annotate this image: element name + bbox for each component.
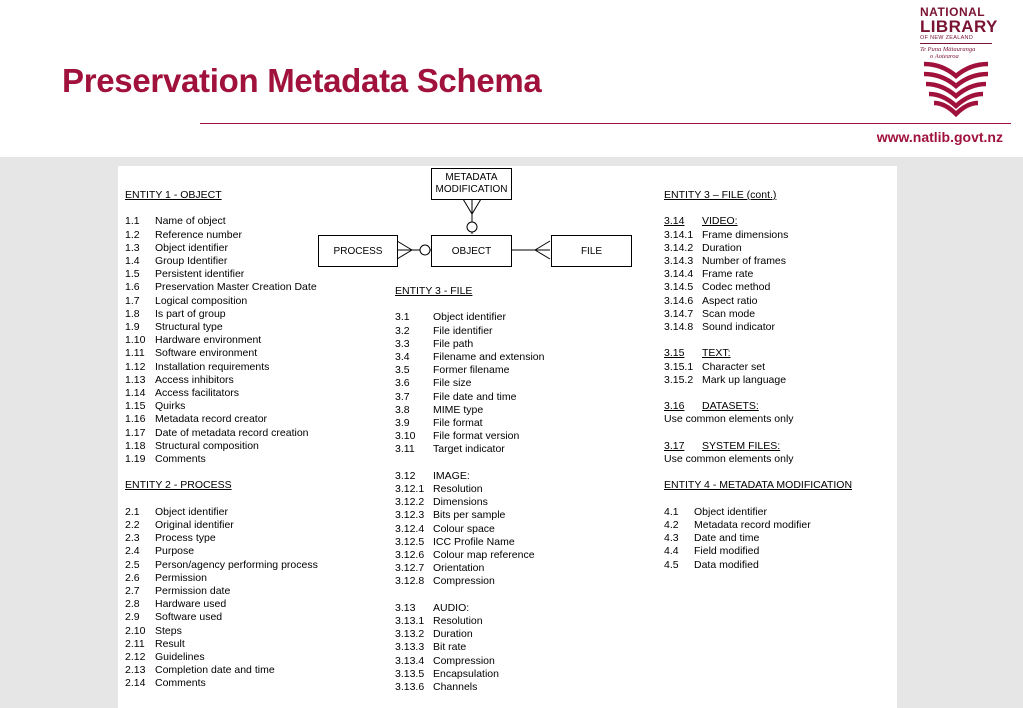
list-item xyxy=(395,311,545,324)
video-subheading xyxy=(664,215,852,228)
list-item xyxy=(395,536,545,549)
system-files-section-title: SYSTEM FILES: xyxy=(702,439,781,452)
item-label: Permission date xyxy=(155,585,231,598)
item-label: Bits per sample xyxy=(433,509,506,522)
item-label: Number of frames xyxy=(702,255,787,267)
list-item xyxy=(125,215,318,228)
list-item xyxy=(395,404,545,417)
list-item xyxy=(125,255,318,268)
item-label: Resolution xyxy=(433,483,483,496)
item-label: Logical composition xyxy=(155,294,248,307)
list-item xyxy=(125,440,318,453)
logo-line-nz: OF NEW ZEALAND xyxy=(920,35,992,44)
image-section-title: IMAGE: xyxy=(433,469,470,482)
item-label: Data modified xyxy=(694,558,759,571)
audio-section-number: 3.13 xyxy=(395,601,416,614)
list-item xyxy=(125,374,318,387)
item-label: Aspect ratio xyxy=(702,294,758,307)
item-number: 1.2 xyxy=(125,228,140,241)
item-label: Quirks xyxy=(155,400,186,413)
item-label: Object identifier xyxy=(694,505,767,518)
text-section-title: TEXT: xyxy=(702,347,731,360)
item-number: 3.13.6 xyxy=(395,681,425,694)
item-number: 1.5 xyxy=(125,268,140,281)
item-number: 3.1 xyxy=(395,311,410,324)
list-item xyxy=(125,427,318,440)
item-number: 1.6 xyxy=(125,281,140,294)
item-label: Metadata record creator xyxy=(155,413,268,426)
item-number: 1.17 xyxy=(125,426,146,439)
list-item xyxy=(664,242,852,255)
item-label: Encapsulation xyxy=(433,667,499,680)
item-label: Frame rate xyxy=(702,268,754,281)
item-number: 3.13.2 xyxy=(395,628,425,641)
item-label: Comments xyxy=(155,677,206,690)
item-number: 3.10 xyxy=(395,430,416,443)
item-number: 2.1 xyxy=(125,505,140,518)
item-number: 3.13.1 xyxy=(395,615,425,628)
list-item xyxy=(125,321,318,334)
system-files-note: Use common elements only xyxy=(664,453,794,465)
list-item xyxy=(395,417,545,430)
list-item xyxy=(125,651,318,664)
list-item xyxy=(125,347,318,360)
item-label: Permission xyxy=(155,571,207,584)
item-label: Preservation Master Creation Date xyxy=(155,281,317,294)
list-item xyxy=(664,532,852,545)
item-label: Field modified xyxy=(694,545,760,558)
item-number: 4.4 xyxy=(664,545,679,558)
list-item xyxy=(125,334,318,347)
item-number: 4.5 xyxy=(664,558,679,571)
list-item xyxy=(125,281,318,294)
entity-3-list xyxy=(395,311,545,456)
list-item xyxy=(395,509,545,522)
item-number: 3.14.5 xyxy=(664,281,694,294)
item-number: 3.14.3 xyxy=(664,255,694,267)
datasets-subheading xyxy=(664,400,852,413)
item-label: Object identifier xyxy=(155,505,228,518)
item-number: 3.15.2 xyxy=(664,373,694,386)
list-item xyxy=(125,308,318,321)
item-number: 1.16 xyxy=(125,413,146,426)
item-label: Steps xyxy=(155,624,182,637)
list-item xyxy=(395,575,545,588)
list-item xyxy=(125,229,318,242)
item-label: Access inhibitors xyxy=(155,373,234,386)
item-number: 3.4 xyxy=(395,351,410,363)
item-number: 3.15.1 xyxy=(664,360,694,373)
item-label: Result xyxy=(155,637,185,650)
item-label: Colour space xyxy=(433,522,495,535)
logo-line-maori-2: o Aotearoa xyxy=(930,53,959,60)
item-label: Compression xyxy=(433,575,495,588)
item-label: Hardware used xyxy=(155,598,227,611)
list-item xyxy=(664,559,852,572)
item-number: 3.14.7 xyxy=(664,307,694,320)
list-item xyxy=(664,545,852,558)
list-item xyxy=(395,430,545,443)
entity-2-heading: ENTITY 2 - PROCESS xyxy=(125,479,232,492)
item-label: Reference number xyxy=(155,228,242,241)
list-item xyxy=(125,387,318,400)
item-number: 3.12.4 xyxy=(395,522,425,535)
diagram-metadata-modification-box xyxy=(431,168,512,200)
list-item xyxy=(395,628,545,641)
item-label: MIME type xyxy=(433,403,484,416)
list-item xyxy=(125,585,318,598)
item-label: Name of object xyxy=(155,215,226,228)
item-label: Frame dimensions xyxy=(702,228,789,241)
diagram-object-box xyxy=(431,235,512,267)
item-label: Orientation xyxy=(433,562,485,575)
diagram-file-box xyxy=(551,235,632,267)
list-item xyxy=(395,681,545,694)
item-label: Guidelines xyxy=(155,651,205,664)
item-number: 3.14.4 xyxy=(664,268,694,281)
item-number: 1.3 xyxy=(125,241,140,254)
datasets-note: Use common elements only xyxy=(664,413,794,426)
list-item xyxy=(395,496,545,509)
column-entity-1-2 xyxy=(125,189,318,691)
list-item xyxy=(125,242,318,255)
list-item xyxy=(125,572,318,585)
item-label: ICC Profile Name xyxy=(433,535,515,548)
list-item xyxy=(125,506,318,519)
text-subheading xyxy=(664,347,852,360)
item-number: 2.2 xyxy=(125,519,140,532)
item-label: File date and time xyxy=(433,390,517,403)
list-item xyxy=(125,545,318,558)
system-files-section-number: 3.17 xyxy=(664,439,685,452)
item-label: Dimensions xyxy=(433,496,488,509)
list-item xyxy=(664,361,852,374)
text-section-number: 3.15 xyxy=(664,347,685,360)
text-attributes-list xyxy=(664,361,852,387)
item-label: Installation requirements xyxy=(155,360,270,373)
item-label: Bit rate xyxy=(433,641,467,654)
item-number: 3.11 xyxy=(395,443,415,456)
list-item xyxy=(125,532,318,545)
item-number: 2.12 xyxy=(125,651,146,664)
item-label: File format xyxy=(433,417,483,430)
item-number: 2.14 xyxy=(125,677,146,690)
logo-line-national: NATIONAL xyxy=(920,5,986,19)
item-label: Purpose xyxy=(155,545,195,558)
item-number: 1.9 xyxy=(125,321,140,334)
image-subheading xyxy=(395,470,545,483)
item-label: Former filename xyxy=(433,364,510,377)
item-number: 2.3 xyxy=(125,532,140,545)
item-label: Metadata record modifier xyxy=(694,518,811,531)
column-entity-3-cont-4 xyxy=(664,189,852,572)
system-files-subheading xyxy=(664,440,852,453)
item-label: Target indicator xyxy=(433,443,505,456)
item-number: 3.14.6 xyxy=(664,294,694,307)
image-attributes-list xyxy=(395,483,545,589)
video-section-number: 3.14 xyxy=(664,215,685,228)
item-label: Channels xyxy=(433,681,478,694)
item-label: Filename and extension xyxy=(433,351,545,363)
list-item xyxy=(395,641,545,654)
item-number: 3.14.2 xyxy=(664,241,694,254)
item-number: 3.13.5 xyxy=(395,667,425,680)
item-number: 1.12 xyxy=(125,360,146,373)
item-label: Group Identifier xyxy=(155,255,228,267)
item-number: 3.12.7 xyxy=(395,562,425,575)
image-section-number: 3.12 xyxy=(395,469,416,482)
item-label: Scan mode xyxy=(702,307,756,320)
item-label: Persistent identifier xyxy=(155,268,245,281)
item-label: Compression xyxy=(433,654,495,667)
audio-attributes-list xyxy=(395,615,545,694)
list-item xyxy=(664,519,852,532)
list-item xyxy=(125,268,318,281)
item-number: 3.9 xyxy=(395,417,410,430)
item-label: Character set xyxy=(702,360,766,373)
item-number: 3.5 xyxy=(395,364,410,377)
audio-subheading xyxy=(395,602,545,615)
item-label: Comments xyxy=(155,453,206,466)
logo-line-maori-1: Te Puna Mātauranga xyxy=(920,46,976,53)
list-item xyxy=(395,615,545,628)
item-label: File identifier xyxy=(433,324,493,337)
logo-line-library: LIBRARY xyxy=(920,17,998,36)
item-label: Completion date and time xyxy=(155,664,275,677)
item-label: Hardware environment xyxy=(155,334,262,347)
item-number: 3.13.3 xyxy=(395,641,425,654)
datasets-section-title: DATASETS: xyxy=(702,400,759,413)
item-label: Original identifier xyxy=(155,519,234,532)
list-item xyxy=(664,295,852,308)
item-label: Access facilitators xyxy=(155,387,240,400)
list-item xyxy=(395,325,545,338)
list-item xyxy=(125,677,318,690)
website-url[interactable]: www.natlib.govt.nz xyxy=(876,129,1003,145)
list-item xyxy=(125,519,318,532)
item-number: 2.7 xyxy=(125,585,140,598)
item-number: 1.19 xyxy=(125,453,146,466)
list-item xyxy=(664,506,852,519)
item-number: 4.2 xyxy=(664,518,679,531)
item-label: Sound indicator xyxy=(702,321,775,334)
item-number: 3.7 xyxy=(395,390,410,403)
list-item xyxy=(125,453,318,466)
item-label: Is part of group xyxy=(155,307,226,320)
diagram-process-label: PROCESS xyxy=(333,245,383,257)
item-number: 3.12.6 xyxy=(395,549,425,562)
item-number: 3.8 xyxy=(395,403,410,416)
page-title: Preservation Metadata Schema xyxy=(62,62,542,99)
item-number: 1.4 xyxy=(125,255,140,267)
item-number: 1.8 xyxy=(125,307,140,320)
diagram-process-box xyxy=(318,235,398,267)
entity-4-list xyxy=(664,506,852,572)
item-number: 3.12.1 xyxy=(395,483,425,496)
entity-3-cont-heading: ENTITY 3 – FILE (cont.) xyxy=(664,189,777,201)
list-item xyxy=(125,361,318,374)
item-label: Process type xyxy=(155,532,216,545)
item-number: 1.13 xyxy=(125,373,146,386)
item-number: 3.14.1 xyxy=(664,228,694,241)
list-item xyxy=(664,268,852,281)
item-number: 3.3 xyxy=(395,337,410,350)
list-item xyxy=(125,638,318,651)
item-label: File size xyxy=(433,377,472,390)
list-item xyxy=(125,295,318,308)
item-label: Mark up language xyxy=(702,373,787,386)
item-number: 2.5 xyxy=(125,558,140,571)
list-item xyxy=(395,483,545,496)
entity-3-heading: ENTITY 3 - FILE xyxy=(395,285,473,297)
item-label: Date of metadata record creation xyxy=(155,426,309,439)
item-label: Software used xyxy=(155,611,223,624)
list-item xyxy=(395,562,545,575)
list-item xyxy=(395,351,545,364)
list-item xyxy=(395,364,545,377)
item-number: 1.10 xyxy=(125,334,146,347)
item-number: 2.8 xyxy=(125,598,140,611)
item-number: 3.14.8 xyxy=(664,321,694,334)
item-label: Duration xyxy=(433,628,473,641)
list-item xyxy=(664,229,852,242)
list-item xyxy=(395,655,545,668)
datasets-section-number: 3.16 xyxy=(664,400,685,413)
item-number: 3.12.8 xyxy=(395,575,425,588)
entity-2-list xyxy=(125,506,318,691)
item-label: Date and time xyxy=(694,532,760,545)
list-item xyxy=(125,400,318,413)
item-number: 1.18 xyxy=(125,439,146,452)
item-number: 4.3 xyxy=(664,532,679,545)
item-number: 3.12.3 xyxy=(395,509,425,522)
list-item xyxy=(664,321,852,334)
item-label: File format version xyxy=(433,430,520,443)
item-number: 2.4 xyxy=(125,545,140,558)
audio-section-title: AUDIO: xyxy=(433,601,470,614)
list-item xyxy=(395,523,545,536)
item-number: 1.11 xyxy=(125,347,145,360)
item-label: Object identifier xyxy=(433,311,506,324)
item-number: 4.1 xyxy=(664,505,679,518)
list-item xyxy=(664,255,852,268)
list-item xyxy=(125,611,318,624)
list-item xyxy=(664,308,852,321)
list-item xyxy=(395,377,545,390)
item-number: 1.15 xyxy=(125,400,146,413)
item-number: 2.13 xyxy=(125,664,146,677)
item-label: Codec method xyxy=(702,281,771,294)
item-number: 2.10 xyxy=(125,624,146,637)
list-item xyxy=(664,374,852,387)
item-number: 2.11 xyxy=(125,637,145,650)
item-number: 1.14 xyxy=(125,387,146,400)
item-label: Structural type xyxy=(155,321,223,334)
item-number: 3.2 xyxy=(395,324,410,337)
list-item xyxy=(395,668,545,681)
item-label: Structural composition xyxy=(155,439,259,452)
list-item xyxy=(395,338,545,351)
video-attributes-list xyxy=(664,229,852,335)
item-number: 3.12.5 xyxy=(395,535,425,548)
entity-1-list xyxy=(125,215,318,466)
item-label: Software environment xyxy=(155,347,258,360)
item-number: 1.1 xyxy=(125,215,140,228)
column-entity-3 xyxy=(395,285,545,694)
list-item xyxy=(125,559,318,572)
diagram-object-label: OBJECT xyxy=(451,245,492,257)
list-item xyxy=(395,443,545,456)
item-label: File path xyxy=(433,337,474,350)
diagram-file-label: FILE xyxy=(580,245,603,257)
item-number: 3.13.4 xyxy=(395,654,425,667)
item-number: 1.7 xyxy=(125,294,140,307)
item-number: 2.9 xyxy=(125,611,140,624)
item-number: 3.6 xyxy=(395,377,410,390)
list-item xyxy=(395,549,545,562)
diagram-metadata-modification-label: METADATA MODIFICATION xyxy=(435,172,508,195)
item-number: 2.6 xyxy=(125,571,140,584)
item-label: Colour map reference xyxy=(433,549,535,562)
list-item xyxy=(125,664,318,677)
list-item xyxy=(125,413,318,426)
list-item xyxy=(664,281,852,294)
item-label: Resolution xyxy=(433,615,483,628)
item-number: 3.12.2 xyxy=(395,496,425,509)
list-item xyxy=(395,391,545,404)
video-section-title: VIDEO: xyxy=(702,215,738,228)
list-item xyxy=(125,598,318,611)
item-label: Person/agency performing process xyxy=(155,558,318,571)
list-item xyxy=(125,625,318,638)
item-label: Duration xyxy=(702,241,742,254)
item-label: Object identifier xyxy=(155,241,228,254)
entity-4-heading: ENTITY 4 - METADATA MODIFICATION xyxy=(664,479,853,492)
entity-1-heading: ENTITY 1 - OBJECT xyxy=(125,189,222,201)
